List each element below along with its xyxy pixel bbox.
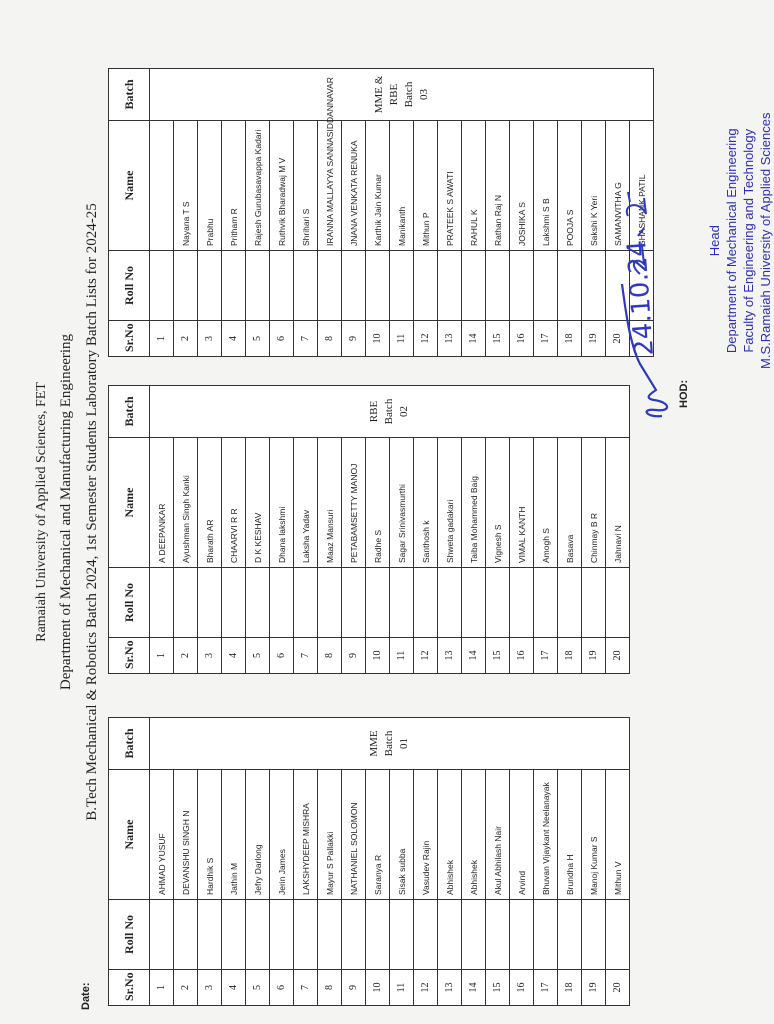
roll-no-cell <box>318 900 342 970</box>
batch-label-line: MME <box>368 730 380 757</box>
roll-no-cell <box>462 900 486 970</box>
name-cell: Bharath AR <box>198 438 222 568</box>
roll-no-cell <box>390 568 414 638</box>
sr-no-cell: 13 <box>438 638 462 674</box>
batch-label-line: 01 <box>398 738 410 749</box>
name-cell: Sagar Srinivasmurthi <box>390 438 414 568</box>
sr-no-cell: 2 <box>174 638 198 674</box>
name-cell: POOJA S <box>558 121 582 251</box>
name-cell: Mithun P <box>414 121 438 251</box>
stamp-line: Head <box>707 225 722 257</box>
name-cell: Lakshmi S B <box>534 121 558 251</box>
name-cell: Bhuvan Vijaykant Neelanayak <box>534 770 558 900</box>
sr-no-cell: 15 <box>486 638 510 674</box>
sr-no-cell: 1 <box>150 638 174 674</box>
sr-no-cell: 13 <box>438 321 462 357</box>
sr-no-cell: 2 <box>174 321 198 357</box>
date-label: Date: <box>80 982 92 1010</box>
column-header-roll-no: Roll No <box>109 251 150 321</box>
roll-no-cell <box>198 251 222 321</box>
name-cell: Hardhik S <box>198 770 222 900</box>
sr-no-cell: 18 <box>558 321 582 357</box>
name-cell: Karthik Jain Kumar <box>366 121 390 251</box>
name-cell: LAKSHYDEEP MISHRA <box>294 770 318 900</box>
sr-no-cell: 8 <box>318 638 342 674</box>
name-cell: Mithun V <box>606 770 630 900</box>
name-cell: Vignesh S <box>486 438 510 568</box>
roll-no-cell <box>438 251 462 321</box>
sr-no-cell: 3 <box>198 321 222 357</box>
column-header-sr-no: Sr.No <box>109 321 150 357</box>
name-cell: Akul Abhilash Nair <box>486 770 510 900</box>
roll-no-cell <box>558 251 582 321</box>
roll-no-cell <box>174 251 198 321</box>
name-cell: PETABAMSETTY MANOJ <box>342 438 366 568</box>
name-cell: Prabhu <box>198 121 222 251</box>
roll-no-cell <box>294 568 318 638</box>
batch-label-line: RBE <box>387 83 400 106</box>
name-cell: CHAARVI R R <box>222 438 246 568</box>
sr-no-cell: 19 <box>582 638 606 674</box>
name-cell: Taiba Mohammed Baig <box>462 438 486 568</box>
sr-no-cell: 11 <box>390 321 414 357</box>
name-cell: Basava <box>558 438 582 568</box>
sr-no-cell: 4 <box>222 321 246 357</box>
sr-no-cell: 11 <box>390 638 414 674</box>
name-cell: A DEEPANKAR <box>150 438 174 568</box>
name-cell: Amogh S <box>534 438 558 568</box>
table-row <box>150 386 174 674</box>
batch-label-line: Batch <box>383 730 395 757</box>
name-cell: Ruthvik Bharadwaj M V <box>270 121 294 251</box>
column-header-roll-no: Roll No <box>109 568 150 638</box>
sr-no-cell: 17 <box>534 638 558 674</box>
sr-no-cell: 10 <box>366 321 390 357</box>
sr-no-cell: 16 <box>510 638 534 674</box>
roll-no-cell <box>246 568 270 638</box>
name-cell: RAHUL K <box>462 121 486 251</box>
department-name: Department of Mechanical and Manufacturing Engineering <box>58 333 74 691</box>
sr-no-cell: 20 <box>606 321 630 357</box>
sr-no-cell: 12 <box>414 321 438 357</box>
sr-no-cell: 9 <box>342 638 366 674</box>
sr-no-cell: 7 <box>294 321 318 357</box>
sr-no-cell: 4 <box>222 970 246 1006</box>
column-header-name: Name <box>109 438 150 568</box>
roll-no-cell <box>222 251 246 321</box>
sr-no-cell: 17 <box>534 970 558 1006</box>
roll-no-cell <box>246 251 270 321</box>
roll-no-cell <box>366 900 390 970</box>
sr-no-cell: 7 <box>294 970 318 1006</box>
name-cell: Jefry Darlong <box>246 770 270 900</box>
sr-no-cell: 6 <box>270 321 294 357</box>
roll-no-cell <box>438 568 462 638</box>
batch-label-line: 02 <box>398 406 410 417</box>
roll-no-cell <box>150 251 174 321</box>
column-header-sr-no: Sr.No <box>109 638 150 674</box>
name-cell: Rajesh Gurubasavappa Kadari <box>246 121 270 251</box>
name-cell: Nayana T S <box>174 121 198 251</box>
column-header-batch: Batch <box>109 718 150 770</box>
sr-no-cell: 15 <box>486 970 510 1006</box>
roll-no-cell <box>270 900 294 970</box>
roll-no-cell <box>582 568 606 638</box>
batch-label-cell <box>150 69 654 121</box>
table-row <box>150 69 174 357</box>
roll-no-cell <box>342 251 366 321</box>
university-name: Ramaiah University of Applied Sciences, FET <box>34 382 49 642</box>
name-cell: Abhishek <box>438 770 462 900</box>
sr-no-cell: 6 <box>270 970 294 1006</box>
roll-no-cell <box>366 251 390 321</box>
name-cell: Jathin M <box>222 770 246 900</box>
sr-no-cell: 9 <box>342 970 366 1006</box>
sr-no-cell: 18 <box>558 970 582 1006</box>
name-cell: DEVANSHU SINGH N <box>174 770 198 900</box>
roll-no-cell <box>318 568 342 638</box>
sr-no-cell: 9 <box>342 321 366 357</box>
column-header-sr-no: Sr.No <box>109 970 150 1006</box>
roll-no-cell <box>270 568 294 638</box>
batch-label-line: 03 <box>417 89 430 100</box>
sr-no-cell: 15 <box>486 321 510 357</box>
stamp-line: Faculty of Engineering and Technology <box>741 128 756 353</box>
sr-no-cell: 5 <box>246 321 270 357</box>
column-header-batch: Batch <box>109 69 150 121</box>
name-cell: Jerin James <box>270 770 294 900</box>
sr-no-cell: 14 <box>462 638 486 674</box>
name-cell: Ayushman Singh Kanki <box>174 438 198 568</box>
sr-no-cell: 10 <box>366 970 390 1006</box>
roll-no-cell <box>534 251 558 321</box>
name-cell: D K KESHAV <box>246 438 270 568</box>
sr-no-cell: 5 <box>246 970 270 1006</box>
sr-no-cell: 20 <box>606 638 630 674</box>
roll-no-cell <box>486 900 510 970</box>
roll-no-cell <box>558 568 582 638</box>
sr-no-cell: 2 <box>174 970 198 1006</box>
sr-no-cell: 1 <box>150 321 174 357</box>
name-cell: Pritham R <box>222 121 246 251</box>
roll-no-cell <box>270 251 294 321</box>
sr-no-cell: 10 <box>366 638 390 674</box>
name-cell: Jahnavi N <box>606 438 630 568</box>
roll-no-cell <box>174 900 198 970</box>
roll-no-cell <box>582 251 606 321</box>
roll-no-cell <box>606 900 630 970</box>
batch-table-2 <box>108 385 630 674</box>
sr-no-cell: 14 <box>462 970 486 1006</box>
roll-no-cell <box>534 568 558 638</box>
sr-no-cell: 8 <box>318 970 342 1006</box>
batch-label-line: Batch <box>383 398 395 425</box>
batch-label-line: RBE <box>368 400 380 423</box>
sr-no-cell: 18 <box>558 638 582 674</box>
stamp-line: M.S.Ramaiah University of Applied Sciences <box>758 112 773 369</box>
roll-no-cell <box>534 900 558 970</box>
name-cell: SHASHANK PATIL <box>630 121 654 251</box>
roll-no-cell <box>294 900 318 970</box>
hod-label: HOD: <box>678 379 690 408</box>
sr-no-cell: 14 <box>462 321 486 357</box>
name-cell: SAMANVITHA G <box>606 121 630 251</box>
roll-no-cell <box>486 568 510 638</box>
name-cell: NATHANIEL SOLOMON <box>342 770 366 900</box>
roll-no-cell <box>150 900 174 970</box>
name-cell: Radhe S <box>366 438 390 568</box>
sr-no-cell: 3 <box>198 638 222 674</box>
name-cell: Sakshi K Yeri <box>582 121 606 251</box>
table-row <box>150 718 174 1006</box>
column-header-name: Name <box>109 121 150 251</box>
name-cell: Sisak subba <box>390 770 414 900</box>
roll-no-cell <box>510 251 534 321</box>
roll-no-cell <box>582 900 606 970</box>
stamp-line: Department of Mechanical Engineering <box>724 128 739 354</box>
name-cell: Arvind <box>510 770 534 900</box>
roll-no-cell <box>414 900 438 970</box>
name-cell: Chinmay B R <box>582 438 606 568</box>
roll-no-cell <box>558 900 582 970</box>
name-cell: Shweta gadakari <box>438 438 462 568</box>
batch-table-3 <box>108 68 654 357</box>
roll-no-cell <box>366 568 390 638</box>
column-header-batch: Batch <box>109 386 150 438</box>
name-cell: IRANNA MALLAYYA SANNASIDDANNAVAR <box>318 121 342 251</box>
name-cell: Maaz Mansuri <box>318 438 342 568</box>
roll-no-cell <box>414 251 438 321</box>
roll-no-cell <box>390 251 414 321</box>
roll-no-cell <box>246 900 270 970</box>
sr-no-cell: 1 <box>150 970 174 1006</box>
name-cell: Manoj Kumar S <box>582 770 606 900</box>
sr-no-cell: 6 <box>270 638 294 674</box>
sr-no-cell: 3 <box>198 970 222 1006</box>
batch-label-line: Batch <box>402 81 415 108</box>
roll-no-cell <box>342 568 366 638</box>
column-header-roll-no: Roll No <box>109 900 150 970</box>
sr-no-cell: 12 <box>414 638 438 674</box>
name-cell: AHMAD YUSUF <box>150 770 174 900</box>
name-cell: Vasudev Rajin <box>414 770 438 900</box>
roll-no-cell <box>486 251 510 321</box>
batch-label-cell <box>150 386 630 438</box>
sr-no-cell: 20 <box>606 970 630 1006</box>
name-cell: Santhosh k <box>414 438 438 568</box>
sr-no-cell: 13 <box>438 970 462 1006</box>
sr-no-cell: 19 <box>582 970 606 1006</box>
roll-no-cell <box>462 251 486 321</box>
name-cell: JOSHIKA S <box>510 121 534 251</box>
sr-no-cell: 16 <box>510 970 534 1006</box>
roll-no-cell <box>342 900 366 970</box>
roll-no-cell <box>222 900 246 970</box>
roll-no-cell <box>606 568 630 638</box>
roll-no-cell <box>198 568 222 638</box>
name-cell: Manikanth <box>390 121 414 251</box>
document-title: B.Tech Mechanical & Robotics Batch 2024, 1st Semester Students Laboratory Batch Lists for 2024-25 <box>84 203 100 821</box>
name-cell: Shrihari S <box>294 121 318 251</box>
sr-no-cell: 16 <box>510 321 534 357</box>
name-cell: Mayur S Pallakki <box>318 770 342 900</box>
batch-table-1 <box>108 717 630 1006</box>
name-cell: VIMAL KANTH <box>510 438 534 568</box>
roll-no-cell <box>510 900 534 970</box>
name-cell: Laksha Yadav <box>294 438 318 568</box>
roll-no-cell <box>294 251 318 321</box>
sr-no-cell: 5 <box>246 638 270 674</box>
column-header-name: Name <box>109 770 150 900</box>
roll-no-cell <box>510 568 534 638</box>
sr-no-cell: 7 <box>294 638 318 674</box>
name-cell: Dhana lakshmi <box>270 438 294 568</box>
roll-no-cell <box>174 568 198 638</box>
roll-no-cell <box>462 568 486 638</box>
sr-no-cell: 12 <box>414 970 438 1006</box>
roll-no-cell <box>222 568 246 638</box>
handwritten-date: 24.10.24 <box>621 239 661 357</box>
sr-no-cell: 17 <box>534 321 558 357</box>
roll-no-cell <box>318 251 342 321</box>
name-cell: PRATEEK S AWATI <box>438 121 462 251</box>
sr-no-cell: 8 <box>318 321 342 357</box>
roll-no-cell <box>390 900 414 970</box>
name-cell: JNANA VENKATA RENUKA <box>342 121 366 251</box>
roll-no-cell <box>150 568 174 638</box>
name-cell: Abhishek <box>462 770 486 900</box>
name-cell: Saranya R <box>366 770 390 900</box>
hod-stamp <box>706 112 774 369</box>
sr-no-cell: 19 <box>582 321 606 357</box>
name-cell: Rathan Raj N <box>486 121 510 251</box>
sr-no-cell: 4 <box>222 638 246 674</box>
sr-no-cell: 11 <box>390 970 414 1006</box>
name-cell: Brundha H <box>558 770 582 900</box>
batch-label-cell <box>150 718 630 770</box>
name-cell <box>150 121 174 251</box>
roll-no-cell <box>198 900 222 970</box>
batch-label-line: MME & <box>372 75 385 114</box>
roll-no-cell <box>438 900 462 970</box>
roll-no-cell <box>414 568 438 638</box>
